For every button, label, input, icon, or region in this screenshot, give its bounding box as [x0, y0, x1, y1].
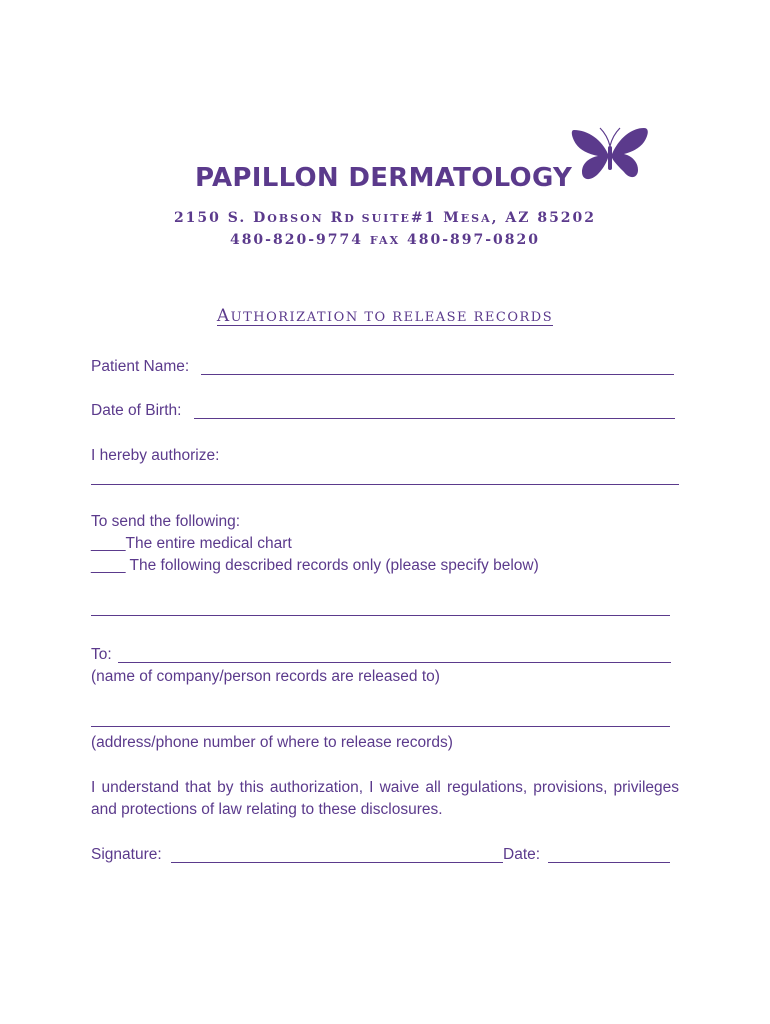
- option-entire-chart[interactable]: ____The entire medical chart: [91, 535, 292, 552]
- practice-address: 2150 S. DOBSON RD SUITE#1 MESA, AZ 85202: [173, 210, 597, 226]
- records-specify-field[interactable]: [91, 615, 670, 616]
- dob-label: Date of Birth:: [91, 402, 182, 419]
- date-field[interactable]: [548, 862, 670, 863]
- phone-number: 480-820-9774: [229, 232, 363, 248]
- patient-name-label: Patient Name:: [91, 358, 190, 375]
- fax-number: 480-897-0820: [406, 232, 541, 248]
- recipient-hint: (name of company/person records are released to): [91, 668, 440, 685]
- dob-row: [91, 402, 181, 420]
- butterfly-icon: [568, 124, 652, 188]
- to-row: [91, 646, 112, 664]
- signature-field[interactable]: [171, 862, 503, 863]
- address-hint: (address/phone number of where to release records): [91, 734, 453, 751]
- form-heading: AUTHORIZATION TO RELEASE RECORDS: [216, 306, 554, 326]
- option-described-records[interactable]: ____ The following described records only (please specify below): [91, 557, 539, 574]
- patient-name-row: [91, 358, 189, 376]
- authorize-field[interactable]: [91, 484, 679, 485]
- recipient-address-field[interactable]: [91, 726, 670, 727]
- signature-label: Signature:: [91, 846, 162, 863]
- patient-name-field[interactable]: [201, 374, 674, 375]
- date-label: Date:: [503, 846, 541, 863]
- practice-name: PAPILLON DERMATOLOGY: [195, 163, 573, 193]
- recipient-field[interactable]: [118, 662, 671, 663]
- checkbox-blank: ____: [91, 535, 126, 552]
- authorize-label: I hereby authorize:: [91, 447, 220, 464]
- to-label: To:: [91, 646, 112, 663]
- practice-phone-fax: [0, 232, 770, 248]
- send-label: To send the following:: [91, 513, 241, 530]
- fax-label: FAX: [369, 234, 401, 247]
- dob-field[interactable]: [194, 418, 675, 419]
- checkbox-blank: ____: [91, 557, 126, 574]
- waiver-statement: I understand that by this authorization, I waive all regulations, provisions, privileges and protections of law relating to these disclosures.: [91, 779, 679, 818]
